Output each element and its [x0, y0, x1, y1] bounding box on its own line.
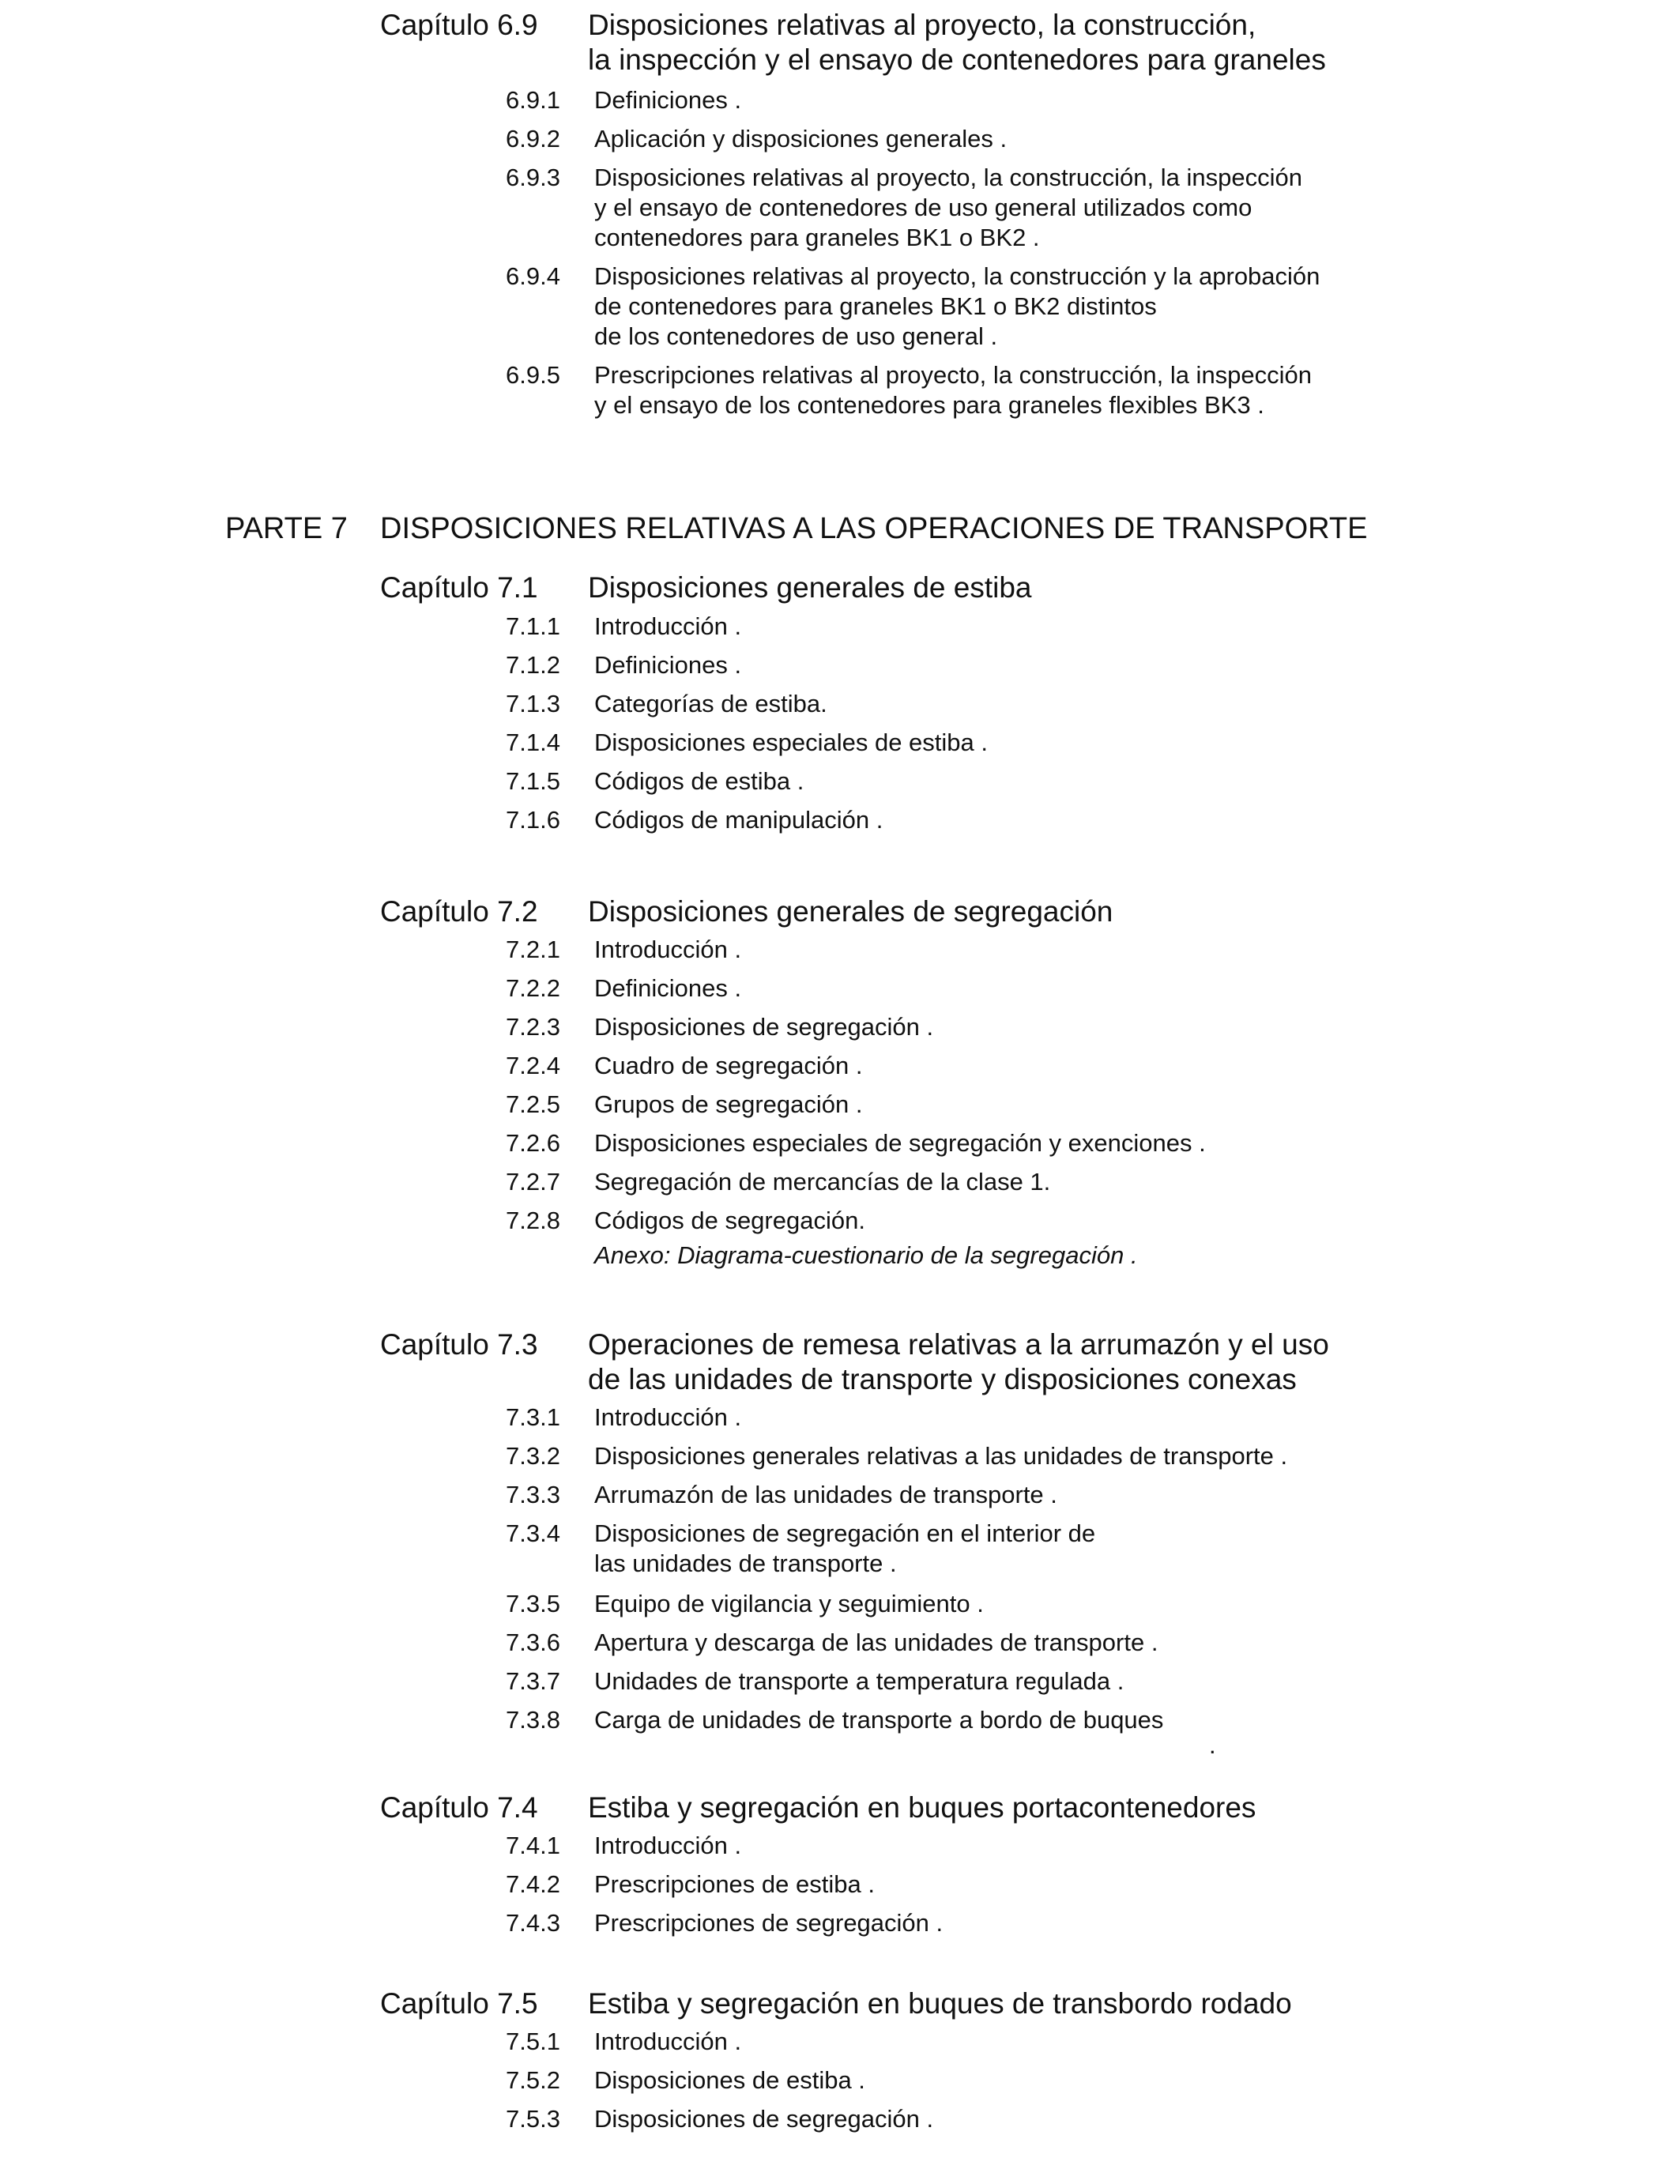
entry-number: 7.2.5	[506, 1090, 560, 1118]
entry-number: 6.9.1	[506, 86, 560, 114]
entry-title: Disposiciones de segregación .	[594, 1013, 934, 1041]
entry-title: Disposiciones relativas al proyecto, la construcción y la aprobación de contenedores para graneles BK1 o BK2 distintos de los contenedores de uso general .	[594, 262, 1320, 350]
entry-number: 7.2.6	[506, 1129, 560, 1157]
entry-number: 7.2.8	[506, 1207, 560, 1234]
entry-number: 6.9.4	[506, 262, 560, 290]
chapter-title: Disposiciones relativas al proyecto, la construcción, la inspección y el ensayo de contenedores para graneles	[588, 9, 1326, 76]
entry-title: Prescripciones relativas al proyecto, la construcción, la inspección y el ensayo de los contenedores para graneles flexibles BK3 .	[594, 361, 1313, 419]
entry-number: 7.4.3	[506, 1909, 560, 1937]
entry-number: 6.9.3	[506, 164, 560, 191]
trailing-dot: .	[1209, 1731, 1216, 1759]
entry-title: Carga de unidades de transporte a bordo de buques	[594, 1706, 1164, 1734]
entry-title: Disposiciones relativas al proyecto, la construcción, la inspección y el ensayo de contenedores de uso general utilizados como contenedores para graneles BK1 o BK2 .	[594, 164, 1302, 251]
entry-title: Disposiciones de estiba .	[594, 2066, 865, 2094]
entry-number: 7.5.2	[506, 2066, 560, 2094]
entry-title: Segregación de mercancías de la clase 1.	[594, 1168, 1051, 1196]
entry-title: Introducción .	[594, 1832, 742, 1859]
entry-title: Definiciones .	[594, 86, 742, 114]
entry-title: Prescripciones de estiba .	[594, 1870, 875, 1898]
entry-number: 6.9.2	[506, 125, 560, 153]
entry-title: Prescripciones de segregación .	[594, 1909, 944, 1937]
chapter-label: Capítulo 7.2	[380, 895, 538, 928]
entry-number: 7.5.1	[506, 2028, 560, 2055]
entry-number: 7.4.2	[506, 1870, 560, 1898]
entry-number: 7.1.5	[506, 767, 560, 795]
entry-number: 7.2.4	[506, 1052, 560, 1079]
part-heading-7	[225, 510, 1367, 547]
entry-title: Apertura y descarga de las unidades de transporte .	[594, 1629, 1158, 1656]
entry-title: Aplicación y disposiciones generales .	[594, 125, 1008, 153]
chapter-title: Estiba y segregación en buques portacontenedores	[588, 1791, 1256, 1824]
entry-title: Disposiciones especiales de segregación y exenciones .	[594, 1129, 1206, 1157]
entry-number: 7.3.1	[506, 1403, 560, 1431]
chapter-label: Capítulo 6.9	[380, 9, 538, 41]
entry-number: 7.2.1	[506, 936, 560, 963]
entry-number: 7.2.3	[506, 1013, 560, 1041]
entry-title: Cuadro de segregación .	[594, 1052, 863, 1079]
entry-number: 7.3.2	[506, 1442, 560, 1470]
entry-title: Códigos de estiba .	[594, 767, 804, 795]
entry-number: 7.4.1	[506, 1832, 560, 1859]
entry-number: 7.1.2	[506, 651, 560, 679]
chapter-label: Capítulo 7.1	[380, 571, 538, 604]
entry-number: 6.9.5	[506, 361, 560, 389]
entry-title: Introducción .	[594, 612, 742, 640]
entry-number: 7.5.3	[506, 2105, 560, 2133]
entry-title: Introducción .	[594, 2028, 742, 2055]
entry-number: 7.2.2	[506, 974, 560, 1002]
entry-title: Definiciones .	[594, 651, 742, 679]
chapter-label: Capítulo 7.4	[380, 1791, 538, 1824]
entry-number: 7.3.3	[506, 1481, 560, 1508]
entry-title: Disposiciones especiales de estiba .	[594, 729, 988, 756]
entry-title: Disposiciones generales relativas a las unidades de transporte .	[594, 1442, 1288, 1470]
part-title: DISPOSICIONES RELATIVAS A LAS OPERACIONES DE TRANSPORTE	[380, 512, 1368, 545]
entry-title: Códigos de segregación.	[594, 1207, 865, 1234]
chapter-title: Disposiciones generales de segregación	[588, 895, 1113, 928]
entry-title: Introducción .	[594, 1403, 742, 1431]
entry-number: 7.3.4	[506, 1519, 560, 1547]
entry-number: 7.1.4	[506, 729, 560, 756]
entry-number: 7.2.7	[506, 1168, 560, 1196]
entry-number: 7.1.1	[506, 612, 560, 640]
entry-number: 7.3.7	[506, 1667, 560, 1695]
chapter-title: Estiba y segregación en buques de transbordo rodado	[588, 1987, 1292, 2020]
entry-title: Grupos de segregación .	[594, 1090, 863, 1118]
chapter-label: Capítulo 7.5	[380, 1987, 538, 2020]
entry-title: Códigos de manipulación .	[594, 806, 883, 834]
entry-number: 7.3.8	[506, 1706, 560, 1734]
entry-title: Introducción .	[594, 936, 742, 963]
entry-number: 7.1.6	[506, 806, 560, 834]
entry-number: 7.3.5	[506, 1590, 560, 1617]
entry-title: Equipo de vigilancia y seguimiento .	[594, 1590, 984, 1617]
entry-title: Categorías de estiba.	[594, 690, 827, 717]
chapter-title: Disposiciones generales de estiba	[588, 571, 1032, 604]
chapter-label: Capítulo 7.3	[380, 1328, 538, 1361]
entry-title: Definiciones .	[594, 974, 742, 1002]
entry-title: Anexo: Diagrama-cuestionario de la segregación .	[594, 1241, 1138, 1269]
chapter-title: Operaciones de remesa relativas a la arrumazón y el uso de las unidades de transporte y disposiciones conexas	[588, 1328, 1329, 1395]
part-label: PARTE 7	[225, 512, 348, 545]
entry-number: 7.1.3	[506, 690, 560, 717]
entry-title: Arrumazón de las unidades de transporte .	[594, 1481, 1057, 1508]
entry-title: Disposiciones de segregación en el interior de las unidades de transporte .	[594, 1519, 1096, 1577]
entry-title: Unidades de transporte a temperatura regulada .	[594, 1667, 1124, 1695]
entry-number: 7.3.6	[506, 1629, 560, 1656]
entry-title: Disposiciones de segregación .	[594, 2105, 934, 2133]
